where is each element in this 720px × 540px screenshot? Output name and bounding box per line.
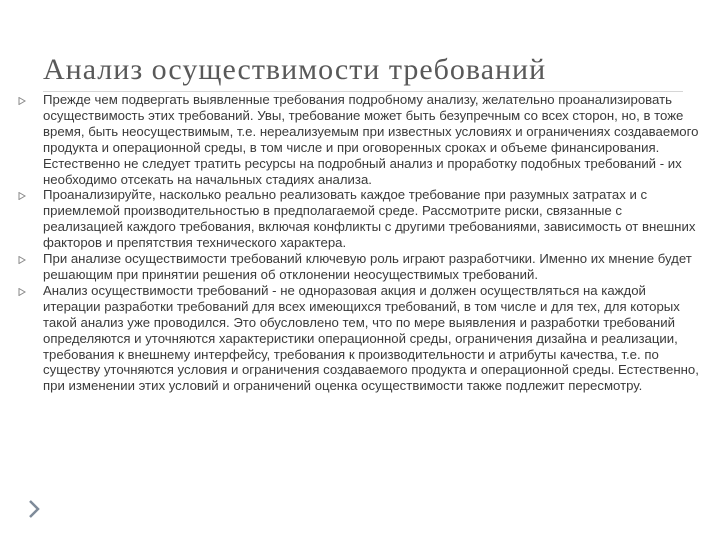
bullet-item: [18, 251, 700, 283]
bullet-text: Проанализируйте, насколько реально реализовать каждое требование при разумных затратах и с приемлемой производительностью в предполагаемой среде. Рассмотрите риски, связанные с реализацией каждого требования, включая конфликты с другими требованиями, зависимость от внешних факторов и препятствия технического характера.: [43, 187, 696, 251]
chevron-right-icon: [28, 500, 40, 518]
bullet-item: [18, 283, 700, 394]
triangle-bullet-icon: [18, 97, 26, 105]
bullet-item: [18, 92, 700, 187]
bullet-list: [18, 92, 700, 394]
bullet-text: Прежде чем подвергать выявленные требования подробному анализу, желательно проанализировать осуществимость этих требований. Увы, требование может быть безупречным со всех сторон, но, в тоже время, быть неосуществимым, т.е. нереализуемым при известных условиях и ограничениях создаваемого продукта и операционной среды, в том числе и при оговоренных сроках и объеме финансирования. Естественно не следует тратить ресурсы на подробный анализ и проработку подобных требований - их необходимо отсекать на начальных стадиях анализа.: [43, 92, 699, 187]
triangle-bullet-icon: [18, 256, 26, 264]
bullet-text: Анализ осуществимости требований - не одноразовая акция и должен осуществляться на каждой итерации разработки требований для всех имеющихся требований, в том числе и для тех, для которых такой анализ уже проводился. Это обусловлено тем, что по мере выявления и разработки требований определяются и уточняются характеристики операционной среды, ограничения дизайна и реализации, требования к внешнему интерфейсу, требования к производительности и атрибуты качества, т.е. по существу уточняются условия и ограничения создаваемого продукта и операционной среды. Естественно, при изменении этих условий и ограничений оценка осуществимости также подлежит пересмотру.: [43, 282, 699, 394]
slide-title: Анализ осуществимости требований: [43, 53, 547, 86]
bullet-item: [18, 187, 700, 251]
bullet-text: При анализе осуществимости требований ключевую роль играют разработчики. Именно их мнение будет решающим при принятии решения об отклонении неосуществимых требований.: [43, 251, 692, 282]
triangle-bullet-icon: [18, 192, 26, 200]
triangle-bullet-icon: [18, 288, 26, 296]
